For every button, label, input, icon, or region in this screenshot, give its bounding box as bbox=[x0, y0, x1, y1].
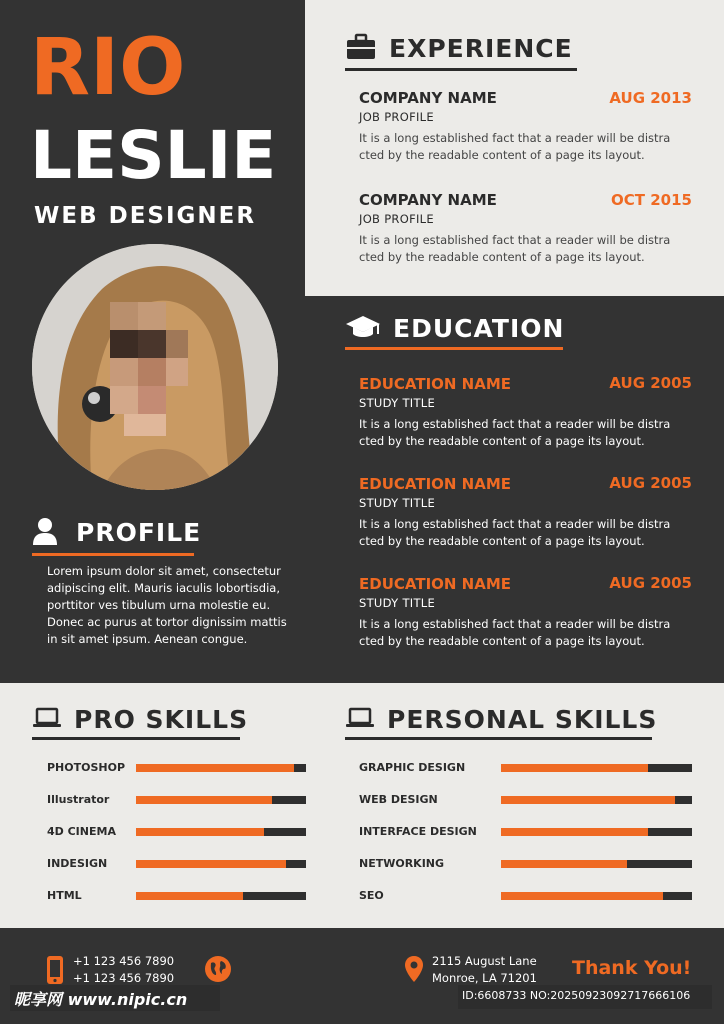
watermark-id: ID:6608733 NO:20250923092717666106 bbox=[462, 989, 691, 1002]
education-name-1: EDUCATION NAME bbox=[359, 375, 512, 393]
education-name-2: EDUCATION NAME bbox=[359, 475, 512, 493]
education-date-3: AUG 2005 bbox=[609, 574, 692, 592]
address bbox=[432, 953, 537, 987]
pro-skills-title: PRO SKILLS bbox=[74, 705, 249, 734]
experience-date-1: AUG 2013 bbox=[609, 89, 692, 107]
address-line: 2115 August Lane bbox=[432, 954, 537, 968]
skill-bar-track bbox=[136, 860, 306, 868]
skill-bar-track bbox=[501, 764, 692, 772]
skill-bar-fill bbox=[136, 828, 264, 836]
desc-line: It is a long established fact that a reader will be distra bbox=[359, 517, 671, 531]
personal-skills-heading bbox=[345, 703, 657, 737]
skill-bar-track bbox=[501, 892, 692, 900]
desc-line: cted by the readable content of a page its layout. bbox=[359, 148, 645, 162]
laptop-icon bbox=[32, 706, 62, 734]
experience-role-1: JOB PROFILE bbox=[359, 110, 434, 124]
skill-label: GRAPHIC DESIGN bbox=[359, 761, 466, 774]
last-name: LESLIE bbox=[30, 117, 277, 194]
skill-label: WEB DESIGN bbox=[359, 793, 438, 806]
skill-label: NETWORKING bbox=[359, 857, 445, 870]
skill-label: INTERFACE DESIGN bbox=[359, 825, 477, 838]
desc-line: cted by the readable content of a page its layout. bbox=[359, 634, 645, 648]
education-desc-1 bbox=[359, 416, 689, 450]
experience-company-2: COMPANY NAME bbox=[359, 191, 497, 209]
education-date-2: AUG 2005 bbox=[609, 474, 692, 492]
skill-label: HTML bbox=[47, 889, 82, 902]
globe-icon bbox=[204, 955, 232, 987]
education-date-1: AUG 2005 bbox=[609, 374, 692, 392]
experience-role-2: JOB PROFILE bbox=[359, 212, 434, 226]
user-icon bbox=[32, 517, 58, 549]
profile-line: in sit amet ipsum. Aenean congue. bbox=[47, 632, 248, 646]
skill-bar-fill bbox=[136, 892, 243, 900]
education-study-3: STUDY TITLE bbox=[359, 596, 436, 610]
briefcase-icon bbox=[345, 33, 377, 65]
experience-title: EXPERIENCE bbox=[389, 34, 573, 63]
first-name: RIO bbox=[30, 23, 186, 113]
skill-bar-fill bbox=[136, 860, 286, 868]
education-name-3: EDUCATION NAME bbox=[359, 575, 512, 593]
experience-date-2: OCT 2015 bbox=[611, 191, 692, 209]
profile-title: PROFILE bbox=[76, 518, 202, 547]
education-study-2: STUDY TITLE bbox=[359, 496, 436, 510]
profile-heading bbox=[32, 516, 201, 550]
skill-label: 4D CINEMA bbox=[47, 825, 116, 838]
education-title: EDUCATION bbox=[393, 314, 565, 343]
experience-desc-2 bbox=[359, 232, 689, 266]
skill-bar-track bbox=[136, 796, 306, 804]
skill-bar-track bbox=[136, 764, 306, 772]
profile-text bbox=[47, 563, 297, 648]
desc-line: cted by the readable content of a page its layout. bbox=[359, 534, 645, 548]
graduation-cap-icon bbox=[345, 313, 381, 345]
laptop-icon bbox=[345, 706, 375, 734]
education-desc-2 bbox=[359, 516, 689, 550]
profile-line: porttitor ves tibulum urna molestie eu. bbox=[47, 598, 271, 612]
address-line: Monroe, LA 71201 bbox=[432, 971, 537, 985]
desc-line: It is a long established fact that a reader will be distra bbox=[359, 617, 671, 631]
pro-skills-underline bbox=[32, 737, 240, 740]
profile-line: Donec ac purus at tortor dignissim mattis bbox=[47, 615, 287, 629]
phone-icon bbox=[46, 955, 64, 989]
skill-bar-fill bbox=[501, 860, 627, 868]
profile-line: adipiscing elit. Mauris iaculis lobortisdia, bbox=[47, 581, 280, 595]
desc-line: It is a long established fact that a reader will be distra bbox=[359, 233, 671, 247]
skill-label: INDESIGN bbox=[47, 857, 108, 870]
education-heading bbox=[345, 312, 564, 346]
personal-skills-underline bbox=[345, 737, 652, 740]
skill-bar-fill bbox=[136, 764, 294, 772]
desc-line: cted by the readable content of a page its layout. bbox=[359, 250, 645, 264]
pro-skills-heading bbox=[32, 703, 248, 737]
personal-skills-title: PERSONAL SKILLS bbox=[387, 705, 658, 734]
skill-label: Illustrator bbox=[47, 793, 110, 806]
education-study-1: STUDY TITLE bbox=[359, 396, 436, 410]
skill-bar-track bbox=[136, 892, 306, 900]
experience-company-1: COMPANY NAME bbox=[359, 89, 497, 107]
profile-line: Lorem ipsum dolor sit amet, consectetur bbox=[47, 564, 281, 578]
profile-photo bbox=[32, 244, 278, 490]
phone-number: +1 123 456 7890 bbox=[73, 971, 175, 985]
skill-bar-fill bbox=[501, 764, 648, 772]
phone-number: +1 123 456 7890 bbox=[73, 954, 175, 968]
education-underline bbox=[345, 347, 563, 350]
location-pin-icon bbox=[404, 955, 424, 987]
experience-heading bbox=[345, 32, 573, 66]
skill-bar-track bbox=[501, 828, 692, 836]
experience-desc-1 bbox=[359, 130, 689, 164]
desc-line: cted by the readable content of a page its layout. bbox=[359, 434, 645, 448]
thank-you-text: Thank You! bbox=[572, 957, 692, 979]
experience-underline bbox=[345, 68, 577, 71]
skill-bar-track bbox=[501, 860, 692, 868]
watermark-site: 昵享网 www.nipic.cn bbox=[14, 990, 188, 1009]
skill-bar-fill bbox=[501, 796, 675, 804]
desc-line: It is a long established fact that a reader will be distra bbox=[359, 131, 671, 145]
skill-label: PHOTOSHOP bbox=[47, 761, 126, 774]
skill-bar-fill bbox=[501, 892, 663, 900]
skill-bar-track bbox=[501, 796, 692, 804]
phone-numbers bbox=[73, 953, 174, 987]
skill-bar-fill bbox=[501, 828, 648, 836]
skill-label: SEO bbox=[359, 889, 384, 902]
education-desc-3 bbox=[359, 616, 689, 650]
skill-bar-track bbox=[136, 828, 306, 836]
profile-underline bbox=[32, 553, 194, 556]
desc-line: It is a long established fact that a reader will be distra bbox=[359, 417, 671, 431]
skill-bar-fill bbox=[136, 796, 272, 804]
job-title: WEB DESIGNER bbox=[34, 203, 257, 229]
